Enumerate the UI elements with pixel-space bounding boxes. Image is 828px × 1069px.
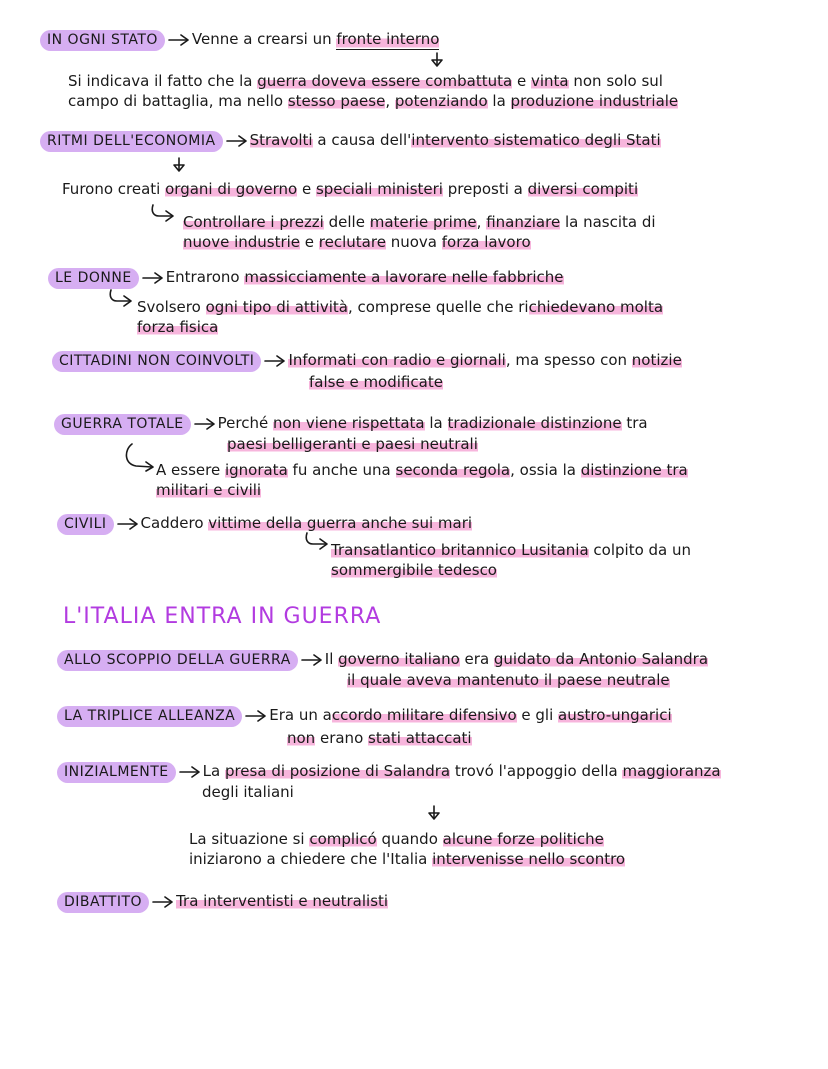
- arrow-right-icon: [142, 272, 164, 284]
- section-cittadini: CITTADINI NON COINVOLTI Informati con radio e giornali, ma spesso con notizie: [52, 350, 682, 372]
- section-dibattito: DIBATTITO Tra interventisti e neutralisti: [57, 891, 388, 913]
- text-line: iniziarono a chiedere che l'Italia intervenisse nello scontro: [189, 850, 626, 868]
- text-line: il quale aveva mantenuto il paese neutrale: [347, 671, 670, 689]
- topic-tag: ALLO SCOPPIO DELLA GUERRA: [57, 650, 298, 671]
- text-line: sommergibile tedesco: [331, 561, 497, 579]
- topic-tag: INIZIALMENTE: [57, 762, 176, 783]
- text-line: Controllare i prezzi delle materie prime, finanziare la nascita di: [183, 213, 656, 231]
- topic-tag: LA TRIPLICE ALLEANZA: [57, 706, 242, 727]
- arrow-down-icon: [427, 805, 441, 821]
- text-line: campo di battaglia, ma nello stesso paese, potenziando la produzione industriale: [68, 92, 679, 110]
- section-allo-scoppio: ALLO SCOPPIO DELLA GUERRA Il governo italiano era guidato da Antonio Salandra: [57, 649, 708, 671]
- text-line: forza fisica: [137, 318, 219, 336]
- hook-arrow-icon: [150, 203, 176, 223]
- section-heading: L'ITALIA ENTRA IN GUERRA: [63, 604, 382, 629]
- hook-arrow-icon: [304, 531, 330, 551]
- text-line: non erano stati attaccati: [287, 729, 472, 747]
- text-line: Svolsero ogni tipo di attività, comprese quelle che richiedevano molta: [137, 298, 664, 316]
- arrow-down-icon: [430, 52, 444, 68]
- hook-arrow-icon: [122, 442, 158, 472]
- section-le-donne: LE DONNE Entrarono massicciamente a lavorare nelle fabbriche: [48, 267, 564, 289]
- section-inizialmente: INIZIALMENTE La presa di posizione di Salandra trovó l'appoggio della maggioranza: [57, 761, 721, 783]
- text-line: Si indicava il fatto che la guerra doveva essere combattuta e vinta non solo sul: [68, 72, 663, 90]
- text-line: degli italiani: [202, 783, 294, 801]
- text-line: A essere ignorata fu anche una seconda regola, ossia la distinzione tra: [156, 461, 688, 479]
- topic-tag: LE DONNE: [48, 268, 139, 289]
- text-line: La situazione si complicó quando alcune forze politiche: [189, 830, 604, 848]
- text-line: nuove industrie e reclutare nuova forza lavoro: [183, 233, 531, 251]
- topic-tag: IN OGNI STATO: [40, 30, 165, 51]
- arrow-right-icon: [179, 766, 201, 778]
- text-line: militari e civili: [156, 481, 262, 499]
- arrow-right-icon: [117, 518, 139, 530]
- arrow-right-icon: [194, 418, 216, 430]
- text-line: Transatlantico britannico Lusitania colpito da un: [331, 541, 692, 559]
- arrow-right-icon: [245, 710, 267, 722]
- section-civili: CIVILI Caddero vittime della guerra anche sui mari: [57, 513, 472, 535]
- arrow-right-icon: [264, 355, 286, 367]
- text-line: paesi belligeranti e paesi neutrali: [227, 435, 478, 453]
- topic-tag: CIVILI: [57, 514, 114, 535]
- section-triplice: LA TRIPLICE ALLEANZA Era un accordo militare difensivo e gli austro-ungarici: [57, 705, 672, 727]
- text-line: Furono creati organi di governo e speciali ministeri preposti a diversi compiti: [62, 180, 639, 198]
- topic-tag: GUERRA TOTALE: [54, 414, 191, 435]
- section-ritmi-economia: RITMI DELL'ECONOMIA Stravolti a causa dell'intervento sistematico degli Stati: [40, 130, 661, 152]
- arrow-down-icon: [172, 157, 186, 173]
- text-line: false e modificate: [309, 373, 443, 391]
- topic-tag: RITMI DELL'ECONOMIA: [40, 131, 223, 152]
- arrow-right-icon: [168, 34, 190, 46]
- arrow-right-icon: [152, 896, 174, 908]
- highlight: fronte interno: [336, 30, 440, 48]
- hook-arrow-icon: [108, 288, 134, 308]
- topic-tag: CITTADINI NON COINVOLTI: [52, 351, 261, 372]
- section-in-ogni-stato: [40, 29, 439, 51]
- text: Venne a crearsi un: [191, 30, 337, 48]
- arrow-right-icon: [301, 654, 323, 666]
- topic-tag: DIBATTITO: [57, 892, 149, 913]
- arrow-right-icon: [226, 135, 248, 147]
- section-guerra-totale: GUERRA TOTALE Perché non viene rispettata la tradizionale distinzione tra: [54, 413, 648, 435]
